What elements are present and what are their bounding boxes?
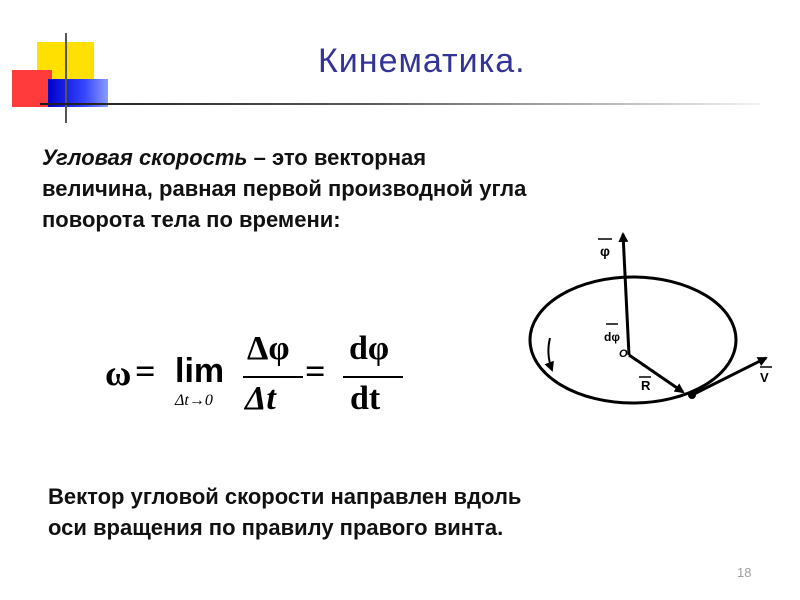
radius-vector (629, 355, 683, 392)
dphi-label: dφ (604, 330, 620, 344)
formula-fraction1-denominator: Δt (245, 380, 276, 417)
definition-text (42, 142, 532, 235)
title-underline (40, 103, 760, 105)
point-mass (688, 391, 696, 399)
formula-fraction2-numerator: dφ (349, 330, 390, 367)
definition-term: Угловая скорость (42, 145, 248, 170)
page-number: 18 (737, 565, 752, 580)
formula-fraction1-bar (243, 376, 303, 378)
decor-red-square (12, 70, 52, 107)
phi-label: φ (600, 243, 611, 259)
formula-lim: lim (175, 352, 225, 390)
formula-equals-2: = (305, 351, 326, 391)
formula-fraction2-denominator: dt (350, 380, 381, 417)
slide-title: Кинематика. (318, 42, 526, 80)
note-text: Вектор угловой скорости направлен вдоль оси вращения по правилу правого винта. (48, 484, 522, 540)
definition-rest: – это векторная величина, равная первой производной угла поворота тела по времени: (42, 145, 527, 232)
origin-label: O (619, 348, 628, 360)
formula-limit-subscript: Δt→0 (175, 392, 213, 409)
rotation-diagram (520, 220, 790, 440)
formula-fraction1-numerator: Δφ (247, 330, 290, 367)
formula-fraction2-bar (343, 376, 403, 378)
angular-velocity-axis (623, 234, 629, 355)
rotation-direction-arrow (548, 338, 552, 370)
radius-label: R (641, 378, 651, 393)
decor-vertical-line (65, 33, 67, 123)
rotation-circle (530, 277, 736, 403)
angular-velocity-formula (105, 330, 415, 420)
formula-omega: ω (105, 353, 132, 393)
velocity-label: V (760, 370, 769, 385)
formula-equals-1: = (135, 351, 156, 391)
